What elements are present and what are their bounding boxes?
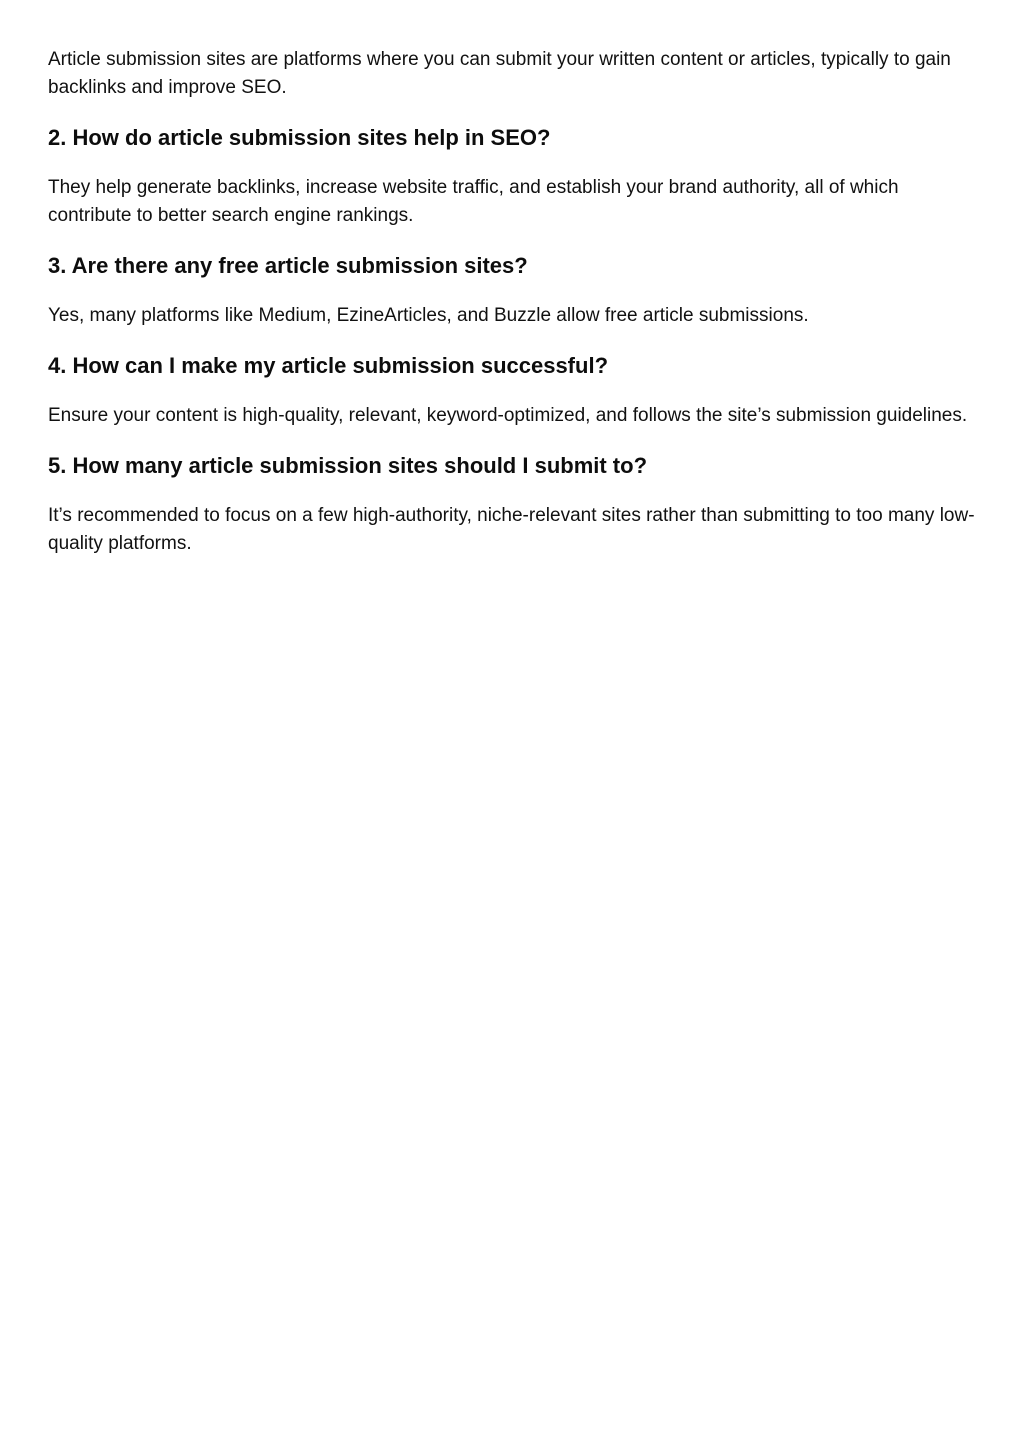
faq-question-4: 4. How can I make my article submission successful?	[48, 353, 609, 378]
spacer	[48, 430, 978, 452]
faq-answer-3: Yes, many platforms like Medium, EzineArticles, and Buzzle allow free article submissions.	[48, 305, 809, 326]
faq-question-3: 3. Are there any free article submission sites?	[48, 253, 528, 278]
spacer	[48, 230, 978, 252]
spacer	[48, 280, 978, 302]
faq-answer-1: Article submission sites are platforms where you can submit your written content or articles, typically to gain backlinks and improve SEO.	[48, 49, 951, 98]
faq-question-5: 5. How many article submission sites should I submit to?	[48, 453, 648, 478]
spacer	[48, 380, 978, 402]
faq-answer-5: It’s recommended to focus on a few high-authority, niche-relevant sites rather than submitting to too many low-quality platforms.	[48, 505, 975, 554]
faq-answer-2: They help generate backlinks, increase website traffic, and establish your brand authority, all of which contribute to better search engine rankings.	[48, 177, 899, 226]
faq-answer-4: Ensure your content is high-quality, relevant, keyword-optimized, and follows the site’s submission guidelines.	[48, 405, 968, 426]
spacer	[48, 480, 978, 502]
faq-question-2: 2. How do article submission sites help in SEO?	[48, 125, 551, 150]
spacer	[48, 330, 978, 352]
spacer	[48, 152, 978, 174]
document-page	[48, 46, 978, 558]
spacer	[48, 102, 978, 124]
